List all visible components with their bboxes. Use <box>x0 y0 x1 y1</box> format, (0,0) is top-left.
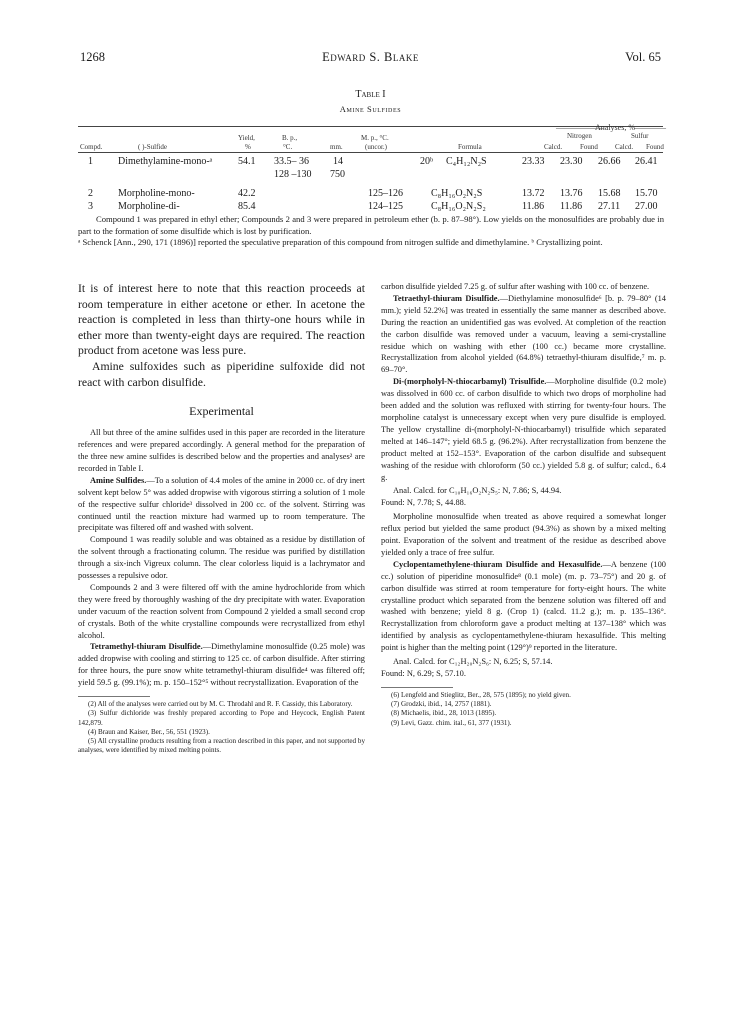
header-formula: Formula <box>458 143 482 151</box>
table-footnote-b: ᵇ Crystallizing point. <box>531 237 603 248</box>
row3-n-found: 11.86 <box>560 201 583 212</box>
footnote-6: (6) Lengfeld and Stieglitz, Ber., 28, 575 (1895); no yield given. <box>391 690 571 699</box>
header-s-found: Found <box>646 143 664 151</box>
header-analyses: Analyses, % <box>595 123 635 132</box>
table-header-rule <box>78 152 663 153</box>
row2-formula: C₈H₁₆O₂N₂S <box>431 188 483 199</box>
experimental-heading: Experimental <box>189 404 254 419</box>
cyclopentamethylene-paragraph <box>381 559 666 654</box>
row2-n-calc: 13.72 <box>522 188 545 199</box>
row2-s-calc: 15.68 <box>598 188 621 199</box>
footnote-9: (9) Levi, Gazz. chim. ital., 61, 377 (1931). <box>391 718 512 727</box>
table-title: Amine Sulfides <box>339 104 402 114</box>
right-column <box>381 281 666 728</box>
header-analyses-dash-left: —————— <box>556 123 604 132</box>
header-yield-unit: % <box>245 143 251 151</box>
left-paragraph-6: Compounds 2 and 3 were filtered off with the amine hydrochloride from which they were freed by thoroughly washing of the dry precipitate with water. Evaporation under vacuum of the reaction solvent from Compound 2 yielded a small second crop of crystals. Both of the white crystalline compounds were recrystallized from ethyl alcohol. <box>78 582 365 640</box>
analysis-1-found: Found: N, 7.78; S, 44.88. <box>381 498 466 508</box>
tetraethyl-text: —Diethylamine monosulfide⁶ [b. p. 79–80° (14 mm.); yield 52.2%] was treated in essentially the same manner as described above. During the reaction an unidentified gas was evolved. At completion of the reaction the carbon disulfide was removed under a vacuum, leaving a semi-crystalline residue which on washing with ether (100 cc.) became more crystalline. Recrystallization from alcohol yielded (64.8%) tetraethyl-thiuram disulfide,⁷ m. p. 69–70°. <box>381 293 666 375</box>
table-label: Table I <box>355 89 386 100</box>
footnote-4: (4) Braun and Kaiser, Ber., 56, 551 (1923). <box>88 727 210 736</box>
tetraethyl-heading: Tetraethyl-thiuram Disulfide. <box>393 293 500 303</box>
row3-s-calc: 27.11 <box>598 201 621 212</box>
row3-compd: 3 <box>88 201 93 212</box>
row2-s-found: 15.70 <box>635 188 658 199</box>
left-column <box>78 281 365 755</box>
header-analyses-dash-right: ———— <box>634 123 666 132</box>
row1-name: Dimethylamine-mono-ᵃ <box>118 156 213 167</box>
row2-compd: 2 <box>88 188 93 199</box>
footnote-2: (2) All of the analyses were carried out by M. C. Throdahl and R. F. Cassidy, this Laboratory. <box>88 700 353 709</box>
trisulfide-text: —Morpholine disulfide (0.2 mole) was dissolved in 600 cc. of carbon disulfide to which two drops of morpholine had been added and the solution was refluxed with stirring for twenty-four hours. The morpholine catalyst is unnecessary except when very pure disulfide is employed. The yellow crystalline di-(morpholyl-N-thiocarbamyl) trisulfide which separated melted at 146–147°; yield 68.5 g. (96.2%). After recrystallization from benzene the product melted at 152–153°. Evaporation of the carbon disulfide and subsequent washing of the residue with chloroform (50 cc.) yielded 5.8 g. of sulfur; calcd., 6.4 g. <box>381 377 666 482</box>
row3-name: Morpholine-di- <box>118 201 180 212</box>
right-paragraph-1: carbon disulfide yielded 7.25 g. of sulfur after washing with 100 cc. of benzene. <box>381 282 650 291</box>
left-paragraph-5: Compound 1 was readily soluble and was obtained as a residue by distillation of the solvent through a fractionating column. The residue was purified by distillation through a six-inch Vigreux column. The clear colorless liquid is a lachrymator and possesses a repulsive odor. <box>78 535 365 581</box>
footnote-7: (7) Grodzki, ibid., 14, 2757 (1881). <box>391 700 492 709</box>
header-nitrogen: Nitrogen <box>567 132 592 140</box>
footnote-8: (8) Michaelis, ibid., 28, 1013 (1895). <box>391 709 497 718</box>
header-bp: B. p., <box>282 134 298 142</box>
analysis-2-found: Found: N, 6.29; S, 57.10. <box>381 669 466 678</box>
row3-yield: 85.4 <box>238 201 256 212</box>
right-footnote-rule <box>381 687 453 688</box>
header-s-calcd: Calcd. <box>615 143 634 151</box>
tetramethyl-heading: Tetramethyl-thiuram Disulfide. <box>90 642 203 652</box>
page-header <box>80 50 661 68</box>
row1-n-found: 23.30 <box>560 156 583 167</box>
row2-name: Morpholine-mono- <box>118 188 195 199</box>
table-footnotes <box>78 214 664 249</box>
row1-mm: 14 <box>333 156 343 167</box>
left-paragraph-2: Amine sulfoxides such as piperidine sulfoxide did not react with carbon disulfide. <box>78 359 365 389</box>
volume-label: Vol. 65 <box>625 50 661 64</box>
amine-sulfides-heading: Amine Sulfides. <box>90 475 147 485</box>
trisulfide-paragraph <box>381 376 666 483</box>
amine-sulfides-paragraph <box>78 475 365 535</box>
row3-mp: 124–125 <box>368 201 403 212</box>
row1-bp: 33.5– 36 <box>274 156 309 167</box>
row1b-bp: 128 –130 <box>274 169 312 180</box>
header-sulfide: ( )-Sulfide <box>138 143 167 151</box>
left-paragraph-3: All but three of the amine sulfides used in this paper are recorded in the literature references and were prepared accordingly. A general method for the preparation of the three new amine sulfides is described below and the properties and analyses² are recorded in Table I. <box>78 428 365 473</box>
header-compd: Compd. <box>80 143 103 151</box>
trisulfide-heading: Di-(morpholyl-N-thiocarbamyl) Trisulfide. <box>393 377 547 387</box>
header-n-found: Found <box>580 143 598 151</box>
tetramethyl-text: —Dimethylamine monosulfide (0.25 mole) was added dropwise with cooling and stirring to 125 cc. of carbon disulfide. After stirring for three hours, the pure snow white tetramethyl-thiuram disulfide⁴ was filtered off; yield 59.5 g. (99.1%); m. p. 150–152°⁵ without recrystallization. Evaporation of the <box>78 642 365 688</box>
left-footnote-rule <box>78 696 150 697</box>
row1-n-calc: 23.33 <box>522 156 545 167</box>
row1-yield: 54.1 <box>238 156 256 167</box>
row2-mp: 125–126 <box>368 188 403 199</box>
header-mp-sub: (uncor.) <box>365 143 387 151</box>
header-n-calcd: Calcd. <box>544 143 563 151</box>
analysis-2-calcd: Anal. Calcd. for C₁₂H₂₀N₂S₆: N, 6.25; S, 57.14. <box>393 657 553 667</box>
row3-formula: C₈H₁₆O₂N₂S₂ <box>431 201 486 212</box>
cyclopentamethylene-heading: Cyclopentamethylene-thiuram Disulfide and Hexasulfide. <box>393 559 603 569</box>
row1-s-found: 26.41 <box>635 156 658 167</box>
row1b-mm: 750 <box>330 169 345 180</box>
page-number: 1268 <box>80 50 105 64</box>
header-bp-mm: mm. <box>330 143 343 151</box>
amine-sulfides-text: —To a solution of 4.4 moles of the amine in 2000 cc. of dry inert solvent kept below 5° was added dropwise with vigorous stirring a solution of 1 mole of the respective sulfur chloride³ dissolved in 200 cc. of the solvent. Stirring was continued until the reaction mixture had warmed up to room temperature. The precipitate was filtered off and washed with solvent. <box>78 475 366 533</box>
header-yield: Yield, <box>238 134 255 142</box>
footnote-5: (5) All crystalline products resulting from a reaction described in this paper, and not supported by analyses, were identified by mixed melting points. <box>78 736 365 755</box>
row1-mp: 20ᵇ <box>420 156 434 167</box>
row3-n-calc: 11.86 <box>522 201 545 212</box>
left-paragraph-1: It is of interest here to note that this reaction proceeds at room temperature in either acetone or ether. In acetone the reaction is completed in less than thirty-one hours while in ether more than twenty-eight days are required. The reaction product from acetone was less pure. <box>78 282 365 358</box>
row1-compd: 1 <box>88 156 93 167</box>
table-footnote-a: ᵃ Schenck [Ann., 290, 171 (1896)] reported the speculative preparation of this compound from nitrogen sulfide and dimethylamine. <box>78 237 530 248</box>
row2-n-found: 13.76 <box>560 188 583 199</box>
tetraethyl-paragraph <box>381 293 666 376</box>
header-mp: M. p., °C. <box>361 134 389 142</box>
right-paragraph-4: Morpholine monosulfide when treated as above required a somewhat longer reflux period but yielded the same product (94.3%) as shown by a mixed melting point. Evaporation of the solvent and treatment of the residue as described above yielded only a trace of free sulfur. <box>381 512 666 557</box>
running-title: Edward S. Blake <box>322 50 419 64</box>
footnote-3: (3) Sulfur dichloride was freshly prepared according to Pope and Heycock, English Patent 142,879. <box>78 709 365 727</box>
table-footnote-main: Compound 1 was prepared in ethyl ether; Compounds 2 and 3 were prepared in petroleum ether (b. p. 87–98°). Low yields on the monosulfides are probably due in part to the formation of some disulfide which is lost by purification. <box>78 214 664 236</box>
header-sulfur: Sulfur <box>631 132 649 140</box>
row2-yield: 42.2 <box>238 188 256 199</box>
tetramethyl-paragraph <box>78 641 365 689</box>
table-footnote-ab <box>78 237 664 249</box>
header-bp-c: °C. <box>283 143 293 151</box>
row1-s-calc: 26.66 <box>598 156 621 167</box>
cyclopentamethylene-text: —A benzene (100 cc.) solution of piperidine monosulfide⁸ (0.1 mole) (m. p. 73–75°) and 20 g. of carbon disulfide was stirred at room temperature for forty-eight hours. The white crystalline product which separated from the benzene solution was filtered off and washed with benzene; yield 8 g. (Crop 1) (calcd. 11.2 g.); m. p. 135–136°. Recrystallization from chloroform gave a product melting at 137–138° which was identified by analysis as cyclopentamethylene-thiuram hexasulfide. This melting point is higher than the melting point (129°)⁹ reported in the literature. <box>381 559 666 653</box>
row1-formula: C₄H₁₂N₂S <box>446 156 487 167</box>
analysis-1-calcd: Anal. Calcd. for C₁₀H₁₆O₂N₂S₅: N, 7.86; S, 44.94. <box>393 486 562 496</box>
row3-s-found: 27.00 <box>635 201 658 212</box>
